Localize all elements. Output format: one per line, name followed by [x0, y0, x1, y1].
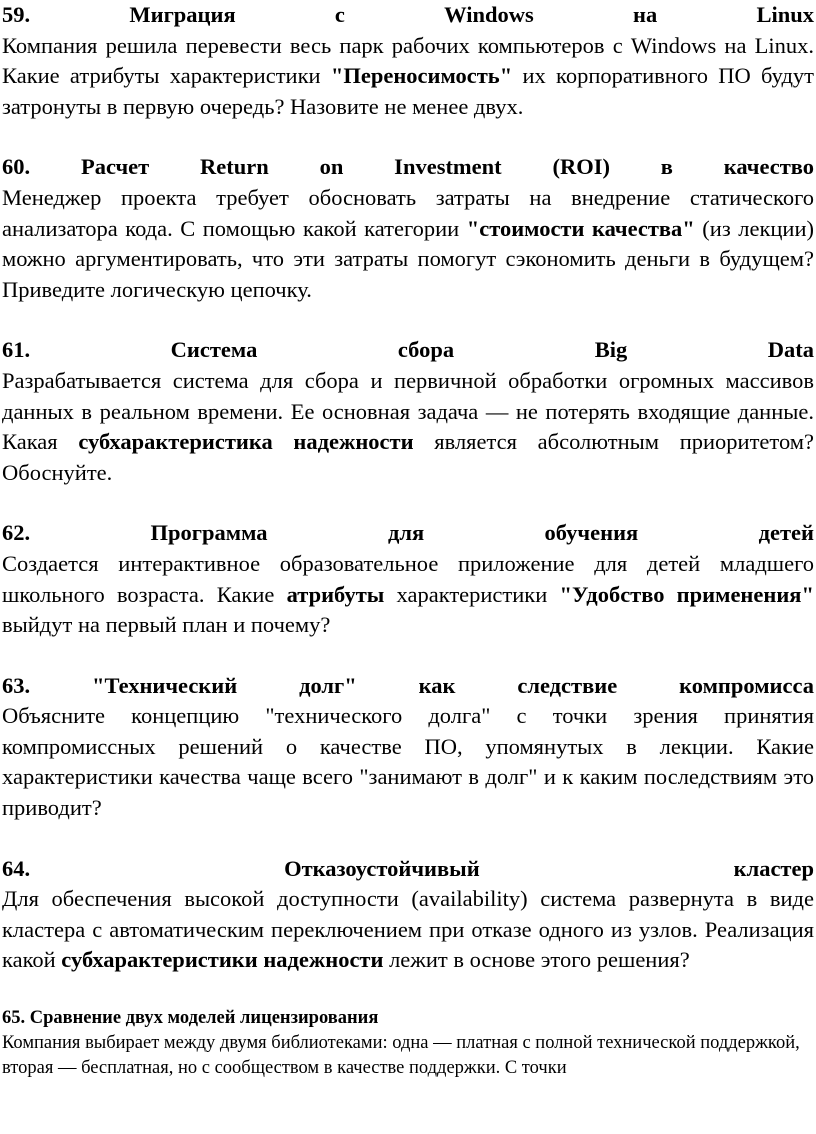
text-segment: является абсолютным приоритетом? Обоснуйте.: [2, 429, 814, 485]
text-segment: их корпоративного ПО будут затронуты в первую очередь? Назовите не менее двух.: [2, 63, 814, 119]
emphasis-term: "стоимости качества": [466, 215, 695, 241]
emphasis-term: "Удобство применения": [559, 581, 814, 607]
text-segment: выйдут на первый план и почему?: [2, 612, 331, 638]
question-title: 65. Сравнение двух моделей лицензирования: [2, 1008, 379, 1029]
question-block: [2, 854, 814, 976]
question-text: [2, 366, 814, 488]
text-segment: Для обеспечения высокой доступности (availability) система развернута в виде кластера с автоматическим переключением при отказе одного из узлов. Реализация какой: [2, 886, 814, 973]
question-block: [2, 671, 814, 824]
emphasis-term: "Переносимость": [330, 63, 513, 89]
question-block: [2, 518, 814, 640]
text-segment: Разрабатывается система для сбора и первичной обработки огромных массивов данных в реальном времени. Ее основная задача — не потерять входящие данные. Какая: [2, 367, 814, 455]
text-segment: Создается интерактивное образовательное приложение для детей младшего школьного возраста. Какие: [2, 550, 814, 607]
question-title: 59. Миграция с Windows на Linux: [2, 2, 814, 27]
question-title: 60. Расчет Return on Investment (ROI) в качество: [2, 154, 814, 180]
question-text: [2, 701, 814, 823]
question-text: [2, 549, 814, 641]
text-segment: Менеджер проекта требует обосновать затраты на внедрение статического анализатора кода. С помощью какой категории: [2, 184, 814, 241]
text-segment: Компания решила перевести весь парк рабочих компьютеров с Windows на Linux. Какие атрибуты характеристики: [2, 32, 814, 89]
question-text: [2, 1031, 814, 1081]
text-segment: характеристики: [384, 581, 560, 607]
question-title: 64. Отказоустойчивый кластер: [2, 855, 814, 881]
question-block: [2, 152, 814, 305]
text-segment: (из лекции) можно аргументировать, что эти затраты помогут сэкономить деньги в будущем? Приведите логическую цепочку.: [2, 215, 814, 302]
question-text: [2, 884, 814, 976]
question-block: [2, 0, 814, 122]
emphasis-term: субхарактеристики надежности: [61, 947, 384, 973]
question-block: [2, 335, 814, 488]
emphasis-term: атрибуты: [286, 581, 385, 607]
question-title: 62. Программа для обучения детей: [2, 520, 814, 546]
text-segment: Компания выбирает между двумя библиотеками: одна — платная с полной технической поддержкой, вторая — бесплатная, но с сообществом в качестве поддержки. С точки: [2, 1033, 800, 1079]
question-block: [2, 1006, 814, 1081]
question-title: 63. "Технический долг" как следствие компромисса: [2, 672, 814, 698]
text-segment: лежит в основе этого решения?: [383, 947, 690, 973]
emphasis-term: субхарактеристика надежности: [78, 429, 414, 455]
text-segment: Объясните концепцию "технического долга" с точки зрения принятия компромиссных решений о качестве ПО, упомянутых в лекции. Какие характеристики качества чаще всего "занимают в долг" и к каким последствиям это приводит?: [2, 703, 814, 821]
question-text: [2, 183, 814, 305]
question-title: 61. Система сбора Big Data: [2, 337, 814, 363]
question-text: [2, 31, 814, 123]
